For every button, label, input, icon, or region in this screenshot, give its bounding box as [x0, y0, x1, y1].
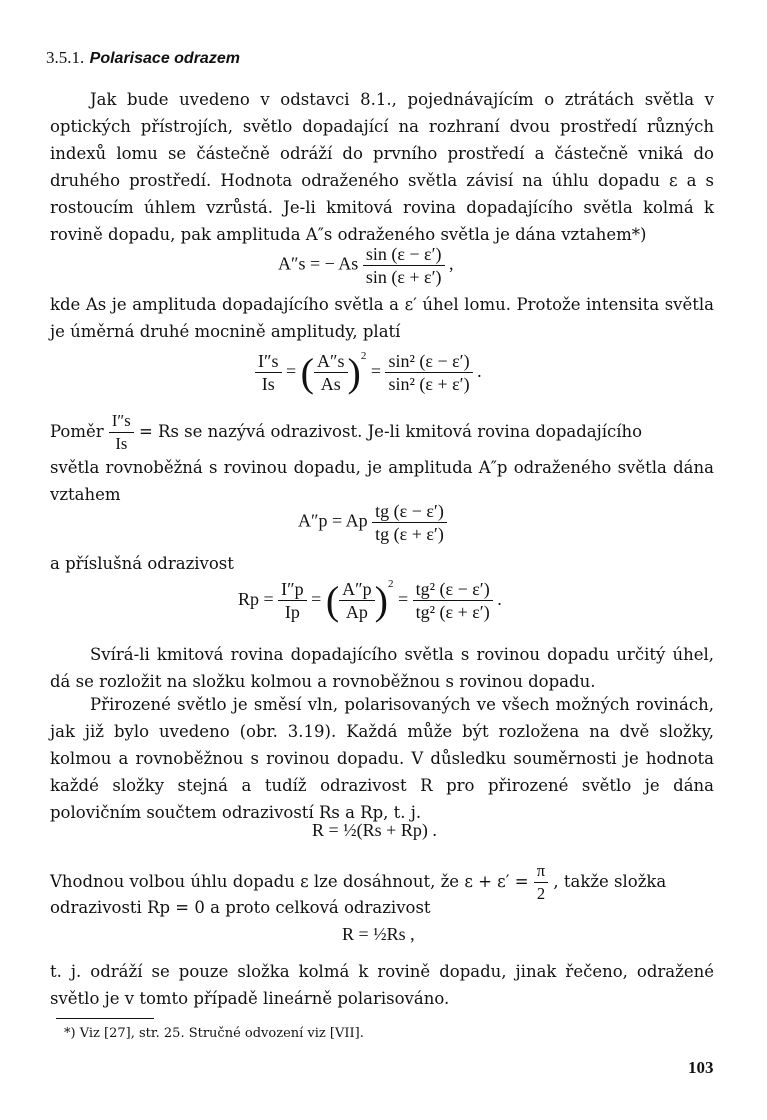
page-number: 103 — [688, 1058, 714, 1077]
vhodnou-tail: , takže složka — [553, 872, 667, 891]
eq4-right-den: tg² (ε + ε′) — [415, 602, 490, 623]
eq2-right-fraction — [385, 350, 472, 395]
paragraph-intro: Jak bude uvedeno v odstavci 8.1., pojednávajícím o ztrátách světla v optických přístrojích, světlo dopadající na rozhraní dvou prostředí různých indexů lomu se částečně odráží do prvního prostředí a částečně vniká do druhého prostředí. Hodnota odraženého světla závisí na úhlu dopadu ε a s rostoucím úhlem vzrůstá. Je-li kmitová rovina dopadajícího světla kolmá k rovině dopadu, pak amplituda A″s odraženého světla je dána vztahem*) — [50, 90, 714, 244]
vhodnou-text: Vhodnou volbou úhlu dopadu ε lze dosáhnout, že ε + ε′ = — [50, 872, 529, 891]
eq2-mid-fraction — [314, 350, 348, 395]
eq2-left-num: I″s — [255, 350, 282, 373]
line-pomer — [50, 410, 642, 455]
footnote-divider — [56, 1018, 154, 1019]
eq2-left-den: Is — [261, 374, 275, 395]
eq4-left-num: I″p — [278, 578, 307, 601]
pi-den: 2 — [536, 884, 546, 903]
eq1-fraction — [363, 243, 445, 288]
eq2-mid-den: As — [320, 374, 341, 395]
paragraph-natural-light: Přirozené světlo je směsí vln, polarisovaných ve všech možných rovinách, jak již bylo uvedeno (obr. 3.19). Každá může být rozložena na dvě složky, kolmou a rovnoběžnou s rovinou dopadu. V důsledku souměrnosti je hodnota každé složky stejná a tudíž odrazivost R pro přirozené světlo je dána polovičním součtem odrazivostí Rs a Rp, t. j. — [50, 695, 714, 822]
section-heading — [46, 48, 240, 68]
eq4-tail: . — [497, 589, 502, 609]
eq4-left-den: Ip — [284, 602, 300, 623]
label-prislusna: a příslušná odrazivost — [50, 554, 234, 573]
eq1-tail: , — [449, 253, 454, 274]
pomer-rest: = Rs se nazývá odrazivost. Je-li kmitová rovina dopadajícího — [138, 422, 643, 441]
eq3-lhs: A″p = Ap — [298, 510, 368, 531]
eq4-right-num: tg² (ε − ε′) — [413, 578, 493, 601]
eq4-left-fraction — [278, 578, 307, 623]
eq4-right-fraction — [413, 578, 493, 623]
eq4-mid-fraction — [339, 578, 375, 623]
eq1-denominator: sin (ε + ε′) — [365, 267, 442, 287]
eq1-lhs: A″s = − As — [278, 253, 359, 274]
eq2-mid-num: A″s — [314, 350, 348, 373]
equation-amplitude-p — [298, 500, 447, 545]
eq2-right-num: sin² (ε − ε′) — [385, 350, 472, 373]
section-number: 3.5.1. — [46, 48, 85, 67]
equation-reflectivity-p: Rp = $\frac{I''p}{Ip}$ = ( $\frac{A''p}{Ap}$ )$^2$ = $\frac{\text{tg² (ε − ε′)}}{\text{tg² (ε + ε′)}}$ . — [238, 577, 502, 623]
pomer-num: I″s — [109, 410, 134, 433]
paragraph-oblique: Svírá-li kmitová rovina dopadajícího světla s rovinou dopadu určitý úhel, dá se rozložit na složku kolmou a rovnoběžnou s rovinou dopadu. — [50, 645, 714, 691]
eq3-numerator: tg (ε − ε′) — [372, 500, 447, 523]
equation-intensity-ratio: $\frac{I''s}{Is}$ = ( $\frac{A''s}{As}$ )$^2$ = $\frac{\text{sin² (ε − ε′)}}{\text{sin² (ε + ε′)}}$ . — [255, 350, 482, 395]
line-odrazivosti: odrazivosti Rp = 0 a proto celková odrazivost — [50, 898, 431, 917]
eq4-exponent: 2 — [387, 578, 394, 590]
eq4-mid-num: A″p — [339, 578, 375, 601]
pomer-den: Is — [115, 434, 128, 453]
eq3-denominator: tg (ε + ε′) — [375, 524, 444, 544]
equation-half-rs: R = ½Rs , — [342, 924, 415, 944]
equation-amplitude-s — [278, 243, 454, 288]
pi-half-fraction — [534, 860, 548, 905]
eq1-numerator: sin (ε − ε′) — [363, 243, 445, 266]
equation-natural-reflectivity: R = ½(Rs + Rp) . — [312, 820, 437, 840]
pomer-fraction — [109, 410, 134, 455]
paragraph-parallel: světla rovnoběžná s rovinou dopadu, je amplituda A″p odraženého světla dána vztahem — [50, 458, 714, 504]
eq2-exponent: 2 — [360, 350, 367, 362]
eq3-fraction — [372, 500, 447, 545]
eq2-tail: . — [477, 361, 482, 381]
pi-num: π — [534, 860, 548, 883]
paragraph-intensity: kde As je amplituda dopadajícího světla a ε′ úhel lomu. Protože intensita světla je úměrná druhé mocnině amplitudy, platí — [50, 295, 714, 341]
eq4-mid-den: Ap — [345, 602, 368, 623]
section-title: Polarisace odrazem — [89, 50, 240, 67]
eq2-left-fraction — [255, 350, 282, 395]
paragraph-conclusion: t. j. odráží se pouze složka kolmá k rovině dopadu, jinak řečeno, odražené světlo je v tomto případě lineárně polarisováno. — [50, 962, 714, 1008]
footnote: *) Viz [27], str. 25. Stručné odvození viz [VII]. — [64, 1026, 364, 1041]
pomer-word: Poměr — [50, 422, 104, 441]
eq2-right-den: sin² (ε + ε′) — [388, 374, 470, 395]
eq4-lhs: Rp = — [238, 589, 274, 609]
